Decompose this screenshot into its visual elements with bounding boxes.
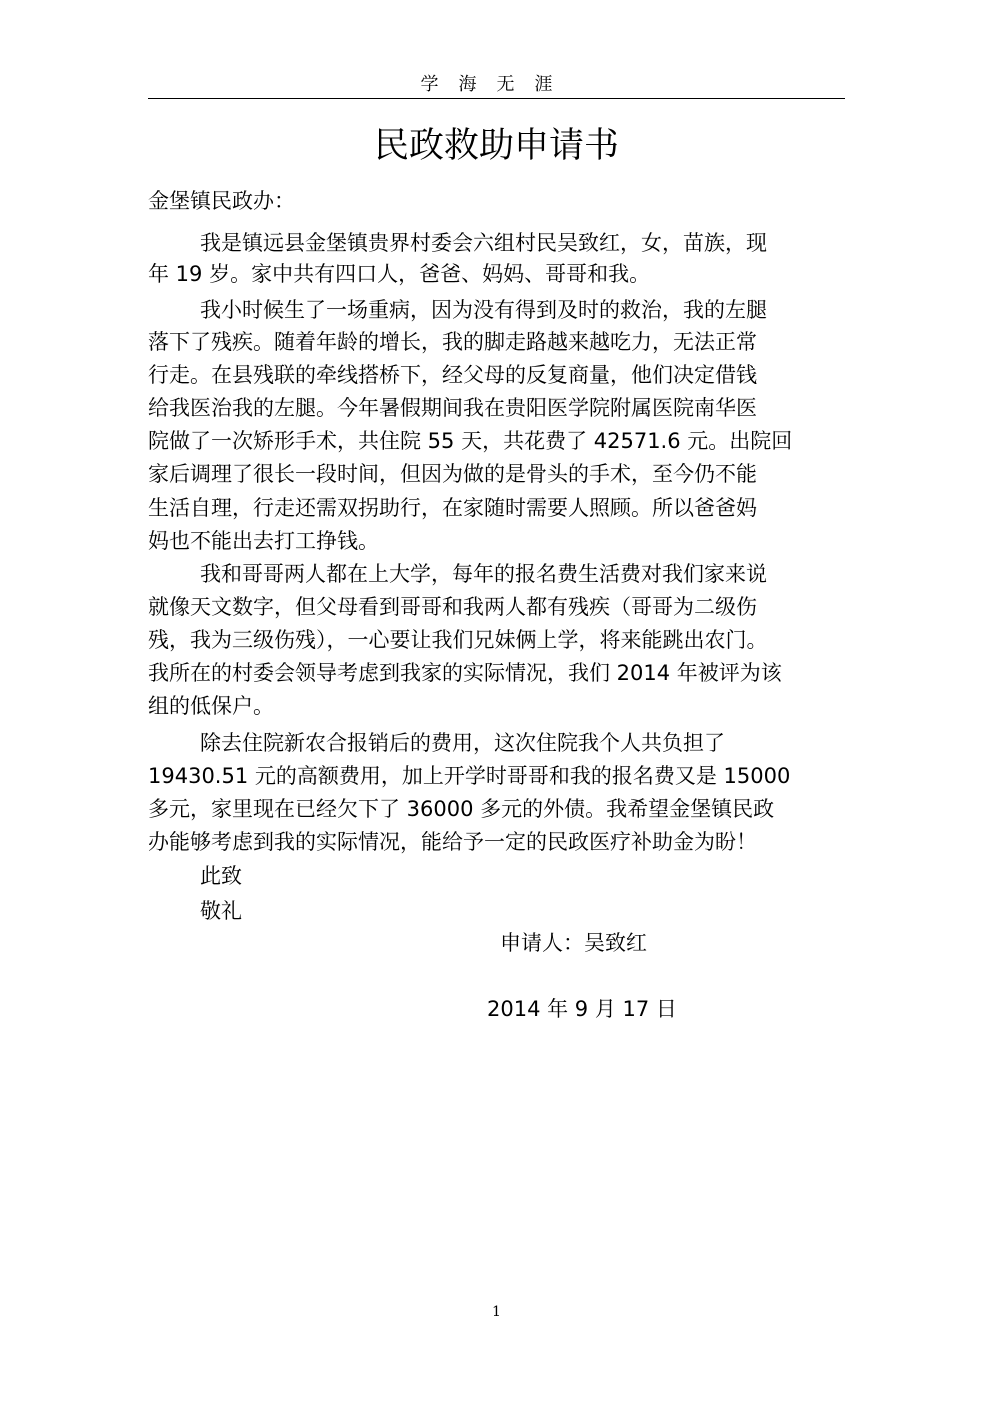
paragraph-line: 组的低保户。 [148, 694, 274, 718]
paragraph-line: 我和哥哥两人都在上大学，每年的报名费生活费对我们家来说 [200, 562, 767, 586]
signature-date: 2014 年 9 月 17 日 [487, 997, 677, 1021]
paragraph-line: 19430.51 元的高额费用，加上开学时哥哥和我的报名费又是 15000 [148, 764, 791, 788]
paragraph-line: 残，我为三级伤残），一心要让我们兄妹俩上学，将来能跳出农门。 [148, 628, 768, 652]
paragraph-line: 我所在的村委会领导考虑到我家的实际情况，我们 2014 年被评为该 [148, 661, 782, 685]
paragraph-line: 办能够考虑到我的实际情况，能给予一定的民政医疗补助金为盼！ [148, 830, 757, 854]
applicant-signature: 申请人：吴致红 [500, 931, 647, 955]
paragraph-line: 院做了一次矫形手术，共住院 55 天，共花费了 42571.6 元。出院回 [148, 429, 793, 453]
paragraph-line: 除去住院新农合报销后的费用，这次住院我个人共负担了 [200, 731, 725, 755]
paragraph-line: 妈也不能出去打工挣钱。 [148, 529, 379, 553]
paragraph-line: 行走。在县残联的牵线搭桥下，经父母的反复商量，他们决定借钱 [148, 363, 757, 387]
paragraph-line: 家后调理了很长一段时间，但因为做的是骨头的手术，至今仍不能 [148, 462, 757, 486]
paragraph-line: 我是镇远县金堡镇贵界村委会六组村民吴致红，女，苗族，现 [200, 231, 767, 255]
paragraph-line: 给我医治我的左腿。今年暑假期间我在贵阳医学院附属医院南华医 [148, 396, 757, 420]
paragraph-line: 多元，家里现在已经欠下了 36000 多元的外债。我希望金堡镇民政 [148, 797, 775, 821]
paragraph-line: 年 19 岁。家中共有四口人，爸爸、妈妈、哥哥和我。 [148, 262, 651, 286]
paragraph-line: 我小时候生了一场重病，因为没有得到及时的救治，我的左腿 [200, 298, 767, 322]
header-rule [148, 98, 845, 99]
paragraph-line: 生活自理，行走还需双拐助行，在家随时需要人照顾。所以爸爸妈 [148, 496, 757, 520]
page-header: 学海无涯 [420, 74, 573, 95]
closing-jingli: 敬礼 [200, 899, 242, 923]
closing-cizhi: 此致 [200, 864, 242, 888]
paragraph-line: 落下了残疾。随着年龄的增长，我的脚走路越来越吃力，无法正常 [148, 330, 757, 354]
page-number: 1 [492, 1304, 501, 1320]
salutation: 金堡镇民政办： [148, 189, 295, 213]
paragraph-line: 就像天文数字，但父母看到哥哥和我两人都有残疾（哥哥为二级伤 [148, 595, 757, 619]
document-title: 民政救助申请书 [373, 126, 619, 166]
